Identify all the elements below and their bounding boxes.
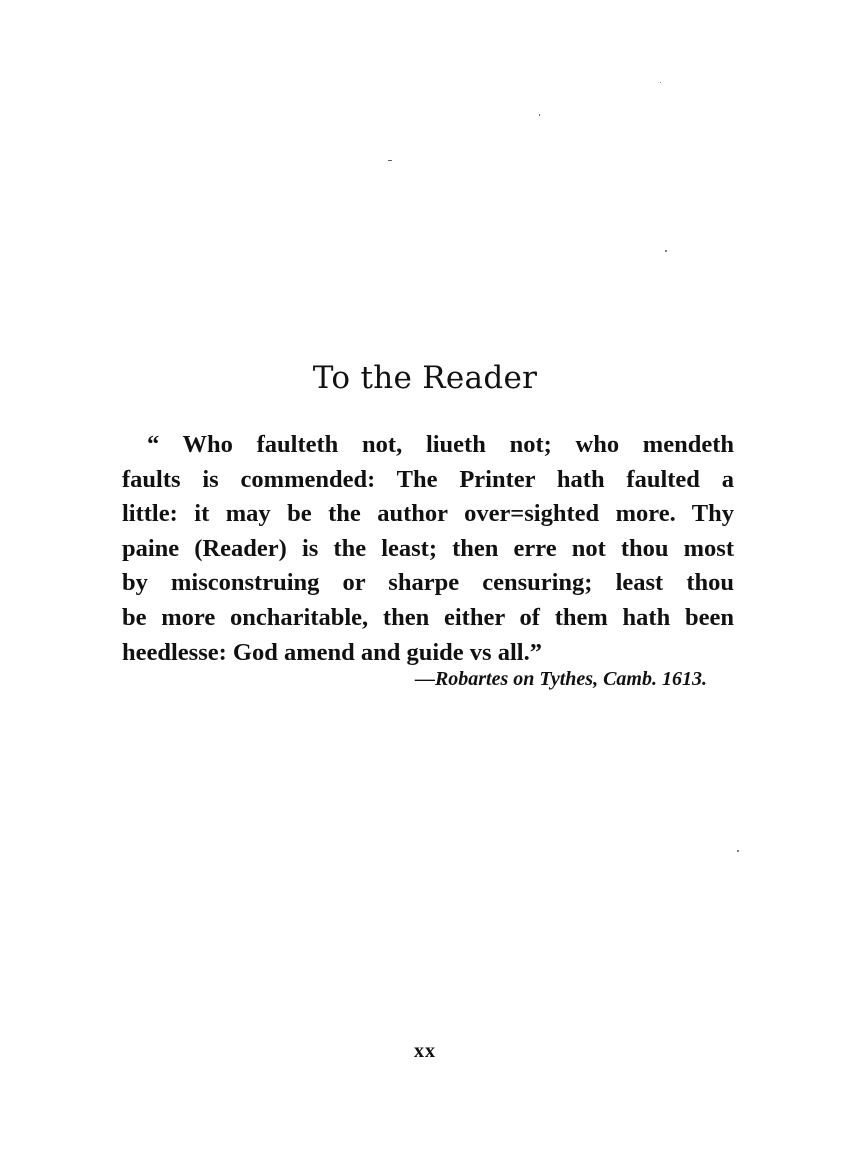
- scan-speck: [388, 160, 392, 161]
- quote-line: “ Who faulteth not, liueth not; who mendeth: [147, 431, 734, 458]
- quote-block: [122, 428, 734, 670]
- scan-speck: [737, 850, 739, 852]
- quote-line: faults is commended: The Printer hath faulted a: [122, 465, 734, 493]
- page-number: xx: [414, 1040, 436, 1062]
- quote-line: by misconstruing or sharpe censuring; least thou: [122, 569, 734, 597]
- scan-speck: [665, 250, 667, 252]
- scan-speck: [539, 114, 540, 116]
- quote-line: paine (Reader) is the least; then erre not thou most: [122, 534, 734, 562]
- quote-line: little: it may be the author over=sighted more. Thy: [122, 500, 734, 528]
- quote-line: be more oncharitable, then either of them hath been: [122, 603, 734, 631]
- page-title: To the Reader: [312, 360, 538, 396]
- quote-line: heedlesse: God amend and guide vs all.”: [122, 638, 542, 666]
- scan-speck: [660, 82, 661, 83]
- quote-attribution: —Robartes on Tythes, Camb. 1613.: [414, 668, 707, 690]
